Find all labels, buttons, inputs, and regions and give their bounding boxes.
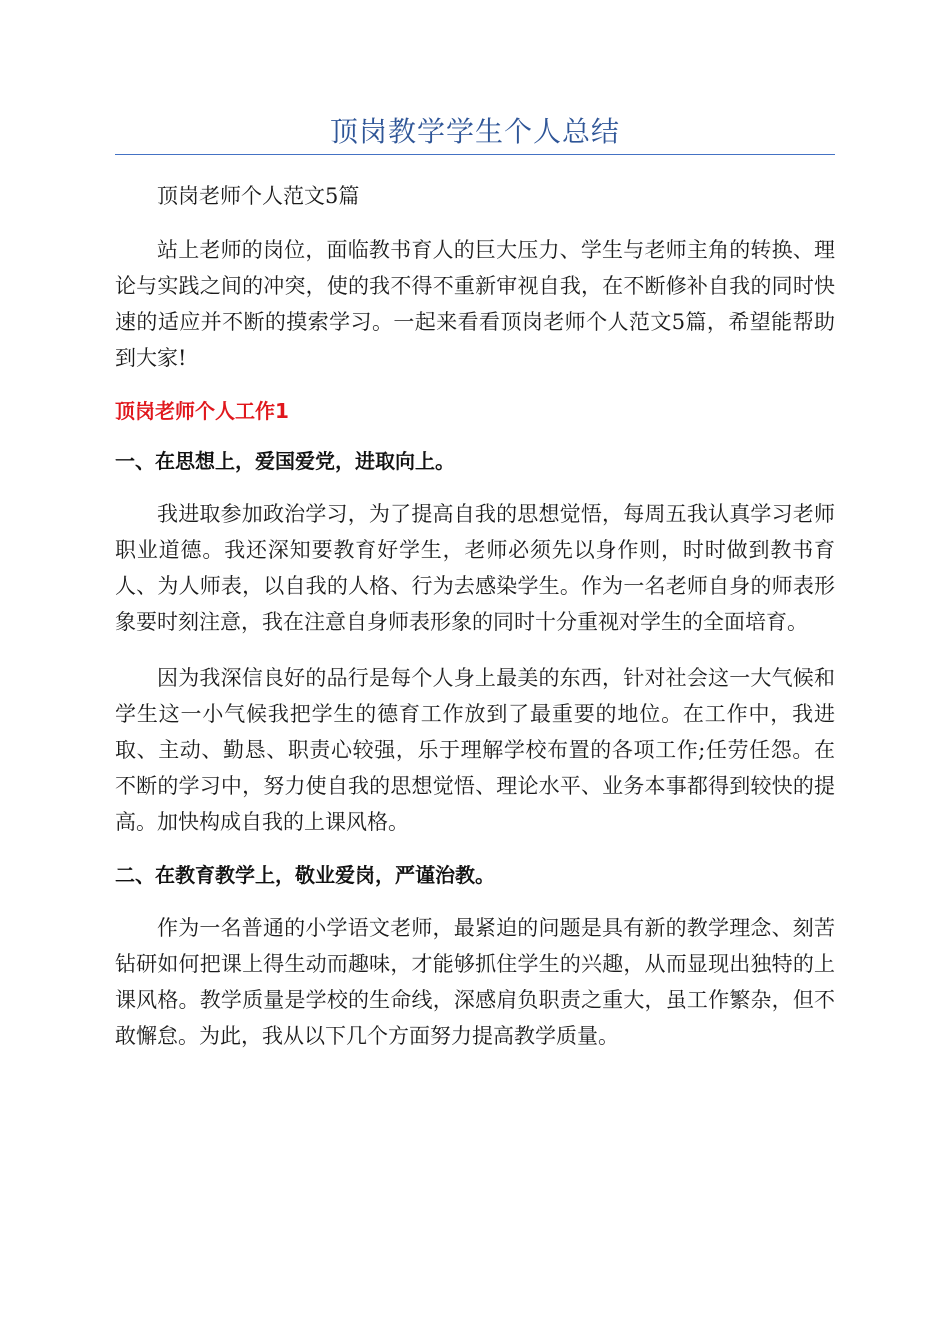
document-title: 顶岗教学学生个人总结 [329,115,620,148]
body-paragraph-1: 我进取参加政治学习，为了提高自我的思想觉悟，每周五我认真学习老师职业道德。我还深知要教育好学生，老师必须先以身作则，时时做到教书育人、为人师表，以自我的人格、行为去感染学生。作为一名老师自身的师表形象要时刻注意，我在注意自身师表形象的同时十分重视对学生的全面培育。 [115,502,835,634]
section-heading: 顶岗老师个人工作1 [115,399,289,423]
body-paragraph-3: 作为一名普通的小学语文老师，最紧迫的问题是具有新的教学理念、刻苦钻研如何把课上得生动而趣味，才能够抓住学生的兴趣，从而显现出独特的上课风格。教学质量是学校的生命线，深感肩负职责之重大，虽工作繁杂，但不敢懈怠。为此，我从以下几个方面努力提高教学质量。 [115,916,835,1048]
subheading-2: 二、在教育教学上，敬业爱岗，严谨治教。 [115,863,495,887]
body-paragraph-2: 因为我深信良好的品行是每个人身上最美的东西，针对社会这一大气候和学生这一小气候我把学生的德育工作放到了最重要的地位。在工作中，我进取、主动、勤恳、职责心较强，乐于理解学校布置的各项工作;任劳任怨。在不断的学习中，努力使自我的思想觉悟、理论水平、业务本事都得到较快的提高。加快构成自我的上课风格。 [115,666,835,834]
intro-paragraph: 站上老师的岗位，面临教书育人的巨大压力、学生与老师主角的转换、理论与实践之间的冲突，使的我不得不重新审视自我，在不断修补自我的同时快速的适应并不断的摸索学习。一起来看看顶岗老师个人范文5篇，希望能帮助到大家! [115,238,835,370]
subheading-1: 一、在思想上，爱国爱党，进取向上。 [115,449,455,473]
document-subtitle: 顶岗老师个人范文5篇 [157,184,360,208]
document-body [115,178,835,1054]
title-divider [115,154,835,155]
